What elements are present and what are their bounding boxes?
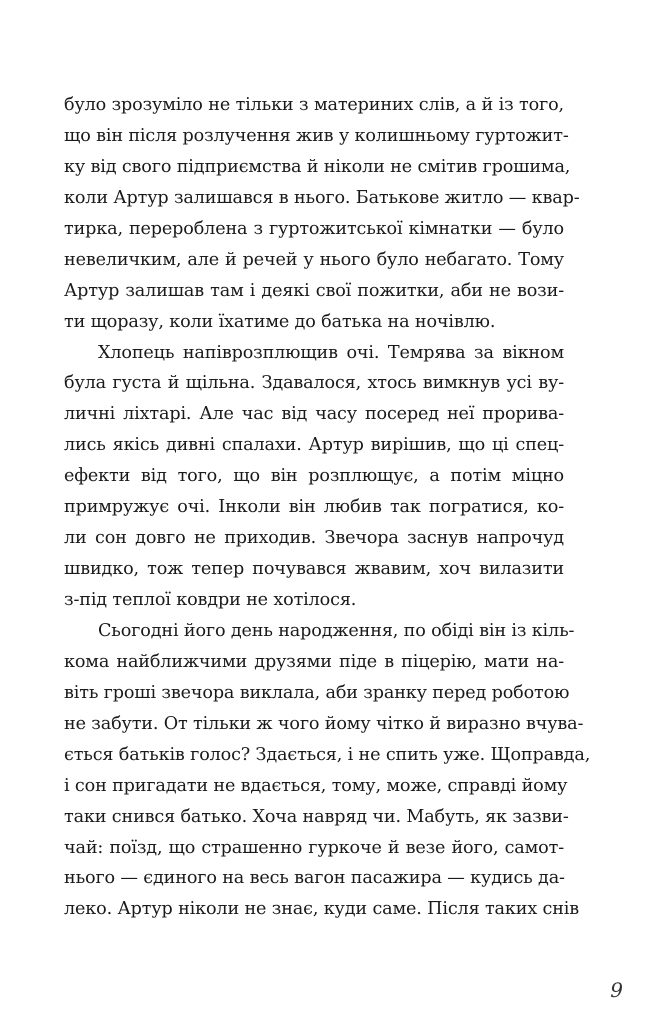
page-number: 9 bbox=[610, 978, 623, 1002]
text-line: чай: поїзд, що страшенно гуркоче й везе його, самот- bbox=[64, 837, 564, 858]
text-line: лись якісь дивні спалахи. Артур вирішив, що ці спец- bbox=[64, 435, 564, 456]
text-line: і сон пригадати не вдається, тому, може, справді йому bbox=[64, 775, 568, 796]
text-line: нього — єдиного на весь вагон пасажира — кудись да- bbox=[64, 868, 565, 889]
text-line: леко. Артур ніколи не знає, куди саме. Після таких снів bbox=[64, 899, 580, 920]
text-line: примружує очі. Інколи він любив так погратися, ко- bbox=[64, 497, 564, 518]
text-line: Хлопець напіврозплющив очі. Темрява за вікном bbox=[98, 342, 564, 363]
text-line: личні ліхтарі. Але час від часу посеред неї прорива- bbox=[64, 404, 564, 425]
text-line: ти щоразу, коли їхатиме до батька на ночівлю. bbox=[64, 311, 496, 332]
text-line: швидко, тож тепер почувався жвавим, хоч вилазити bbox=[64, 559, 564, 580]
text-line: було зрозуміло не тільки з материних слів, а й із того, bbox=[64, 95, 564, 115]
text-line: Сьогодні його день народження, по обіді він із кіль- bbox=[98, 620, 575, 641]
text-line: Артур залишав там і деякі свої пожитки, аби не вози- bbox=[64, 280, 564, 301]
text-line: ку від свого підприємства й ніколи не смітив грошима, bbox=[64, 156, 571, 177]
text-line: не забути. От тільки ж чого йому чітко й виразно вчува- bbox=[64, 713, 584, 734]
text-line: з-під теплої ковдри не хотілося. bbox=[64, 590, 357, 610]
body-text bbox=[64, 90, 591, 925]
text-line: що він після розлучення жив у колишньому гуртожит- bbox=[64, 125, 569, 146]
text-line: таки снився батько. Хоча навряд чи. Мабуть, як зазви- bbox=[64, 806, 569, 827]
text-line: кома найближчими друзями піде в піцерію, мати на- bbox=[64, 651, 564, 672]
text-line: ли сон довго не приходив. Звечора заснув напрочуд bbox=[64, 528, 564, 549]
text-line: коли Артур залишався в нього. Батькове житло — квар- bbox=[64, 187, 580, 208]
text-line: ефекти від того, що він розплющує, а потім міцно bbox=[64, 466, 564, 487]
text-line: невеличким, але й речей у нього було небагато. Тому bbox=[64, 249, 564, 270]
text-line: ється батьків голос? Здається, і не спить уже. Щоправда, bbox=[64, 744, 591, 765]
text-line: була густа й щільна. Здавалося, хтось вимкнув усі ву- bbox=[64, 373, 564, 394]
text-line: тирка, перероблена з гуртожитської кімнатки — було bbox=[64, 218, 564, 239]
text-line: віть гроші звечора виклала, аби зранку перед роботою bbox=[64, 682, 570, 703]
